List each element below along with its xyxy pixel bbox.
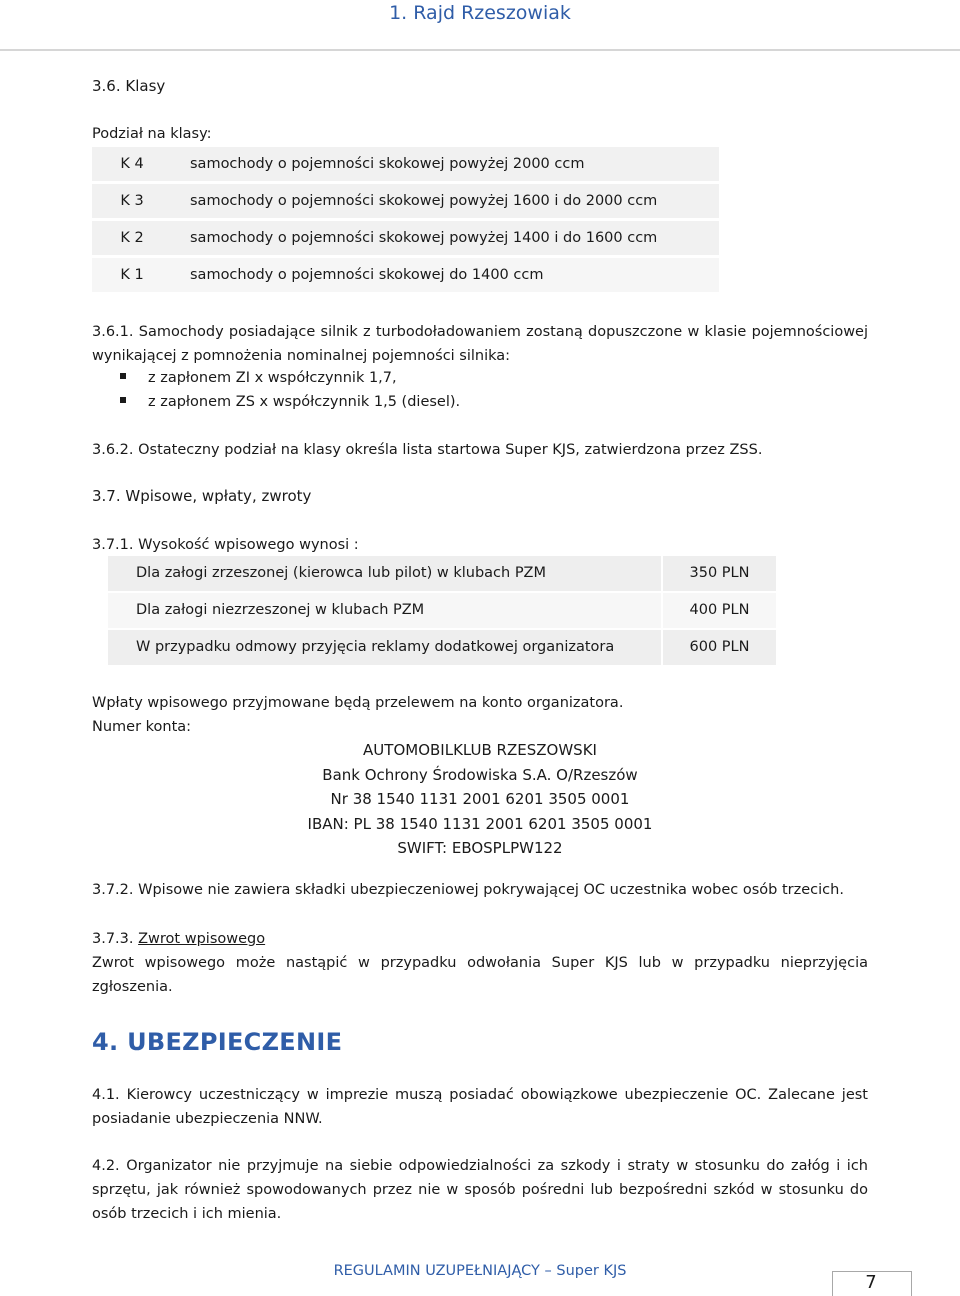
bullet-text: z zapłonem ZS x współczynnik 1,5 (diesel). xyxy=(148,394,461,410)
fee-amount: 600 PLN xyxy=(663,630,776,665)
paragraph-number: 3.6.1. xyxy=(92,324,134,340)
payment-line: Wpłaty wpisowego przyjmowane będą przelewem na konto organizatora. xyxy=(92,695,624,711)
class-row xyxy=(92,147,719,181)
footer-title: REGULAMIN UZUPEŁNIAJĄCY – Super KJS xyxy=(333,1263,627,1279)
class-description: samochody o pojemności skokowej powyżej 2000 ccm xyxy=(190,156,585,172)
paragraph-text: Ostateczny podział na klasy określa lista startowa Super KJS, zatwierdzona przez ZSS. xyxy=(138,442,763,458)
paragraph-number: 3.6.2. xyxy=(92,442,134,458)
paragraph-number: 3.7.3. xyxy=(92,931,134,947)
class-row xyxy=(92,184,719,218)
paragraph-title: Zwrot wpisowego xyxy=(138,931,266,947)
paragraph-number: 3.7.2. xyxy=(92,882,134,898)
paragraph-text: Samochody posiadające silnik z turbodoładowaniem zostaną dopuszczone w klasie pojemnościowej wynikającej z pomnożenia nominalnej pojemności silnika: xyxy=(92,324,869,364)
paragraph-4-2 xyxy=(92,1154,868,1226)
paragraph-text: Wysokość wpisowego wynosi : xyxy=(138,537,359,553)
paragraph-number: 3.7.1. xyxy=(92,537,134,553)
class-code: K 3 xyxy=(120,193,144,209)
section-3-6-heading: 3.6. Klasy xyxy=(92,77,166,95)
fee-row xyxy=(108,630,776,665)
bullet-text: z zapłonem ZI x współczynnik 1,7, xyxy=(148,370,397,386)
header-divider xyxy=(0,49,960,51)
section-4-heading: 4. UBEZPIECZENIE xyxy=(92,1028,343,1056)
fee-amount: 400 PLN xyxy=(663,593,776,628)
section-3-7-heading: 3.7. Wpisowe, wpłaty, zwroty xyxy=(92,487,312,505)
class-description: samochody o pojemności skokowej powyżej 1400 i do 1600 ccm xyxy=(190,230,658,246)
paragraph-text: Organizator nie przyjmuje na siebie odpowiedzialności za szkody i straty w stosunku do załóg i ich sprzętu, jak również spowodowanych przez nie w sposób pośredni lub bezpośredni szkód w stosunku do osób trzecich i ich mienia. xyxy=(92,1158,868,1222)
class-code: K 1 xyxy=(120,267,144,283)
class-description: samochody o pojemności skokowej do 1400 ccm xyxy=(190,267,544,283)
fee-description: Dla załogi niezrzeszonej w klubach PZM xyxy=(108,593,661,628)
class-description: samochody o pojemności skokowej powyżej 1600 i do 2000 ccm xyxy=(190,193,658,209)
paragraph-3-7-3-title xyxy=(92,927,868,951)
class-code: K 2 xyxy=(120,230,144,246)
fee-row xyxy=(108,593,776,628)
square-bullet-icon xyxy=(120,397,126,403)
paragraph-number: 4.2. xyxy=(92,1158,120,1174)
paragraph-text: Wpisowe nie zawiera składki ubezpieczeniowej pokrywającej OC uczestnika wobec osób trzecich. xyxy=(138,882,844,898)
fee-row xyxy=(108,556,776,591)
paragraph-3-7-3-text: Zwrot wpisowego może nastąpić w przypadku odwołania Super KJS lub w przypadku nieprzyjęcia zgłoszenia. xyxy=(92,955,868,995)
class-row xyxy=(92,221,719,255)
fees-table xyxy=(108,556,776,667)
account-number: Nr 38 1540 1131 2001 6201 3505 0001 xyxy=(330,790,630,808)
fee-amount: 350 PLN xyxy=(663,556,776,591)
bullet-item xyxy=(120,366,397,390)
fee-description: W przypadku odmowy przyjęcia reklamy dodatkowej organizatora xyxy=(108,630,661,665)
classes-table xyxy=(92,147,719,295)
paragraph-3-7-1 xyxy=(92,533,868,557)
fee-description: Dla załogi zrzeszonej (kierowca lub pilot) w klubach PZM xyxy=(108,556,661,591)
square-bullet-icon xyxy=(120,373,126,379)
paragraph-number: 4.1. xyxy=(92,1087,120,1103)
classes-intro: Podział na klasy: xyxy=(92,126,212,142)
paragraph-text: Kierowcy uczestniczący w imprezie muszą posiadać obowiązkowe ubezpieczenie OC. Zalecane jest posiadanie ubezpieczenia NNW. xyxy=(92,1087,868,1127)
bullet-item xyxy=(120,390,460,414)
page-header-title: 1. Rajd Rzeszowiak xyxy=(389,2,571,24)
paragraph-4-1 xyxy=(92,1083,868,1131)
page-number: 7 xyxy=(865,1272,877,1293)
iban: IBAN: PL 38 1540 1131 2001 6201 3505 0001 xyxy=(307,814,653,833)
paragraph-3-6-1 xyxy=(92,320,868,368)
swift: SWIFT: EBOSPLPW122 xyxy=(397,839,563,857)
account-holder: AUTOMOBILKLUB RZESZOWSKI xyxy=(363,741,597,759)
bank-details xyxy=(92,738,868,861)
account-label: Numer konta: xyxy=(92,719,192,735)
class-code: K 4 xyxy=(120,156,144,172)
paragraph-3-6-2 xyxy=(92,438,868,462)
paragraph-3-7-2 xyxy=(92,878,868,902)
bank-name: Bank Ochrony Środowiska S.A. O/Rzeszów xyxy=(322,765,638,784)
class-row xyxy=(92,258,719,292)
